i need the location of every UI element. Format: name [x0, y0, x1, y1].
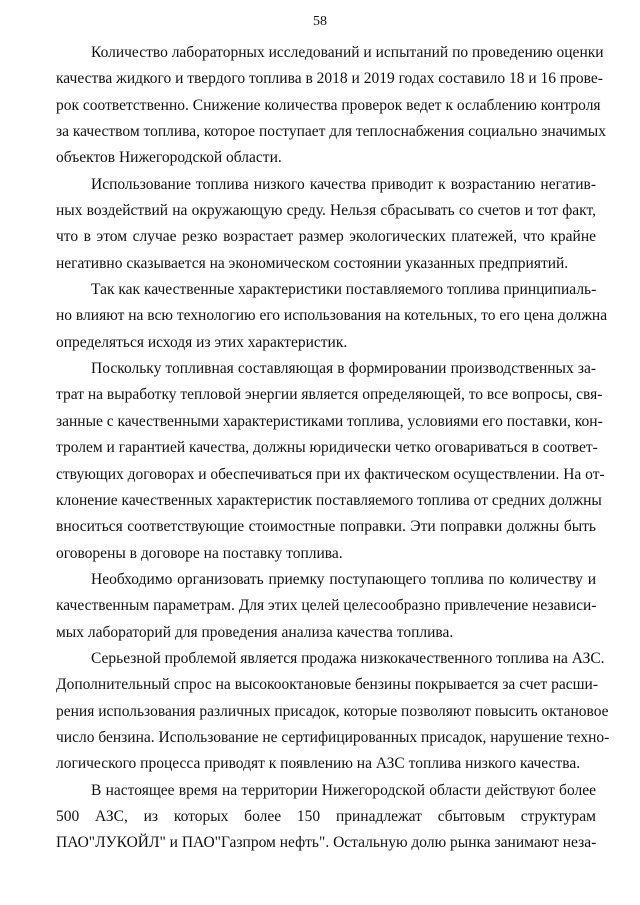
text-line: ных воздействий на окружающую среду. Нельзя сбрасывать со счетов и тот факт, — [56, 202, 596, 220]
text-line: Количество лабораторных исследований и испытаний по проведению оценки — [91, 44, 604, 61]
text-line: логического процесса приводят к появлению на АЗС топлива низкого качества. — [56, 755, 581, 773]
text-line: что в этом случае резко возрастает размер экологических платежей, что крайне — [56, 228, 596, 246]
text-line: Использование топлива низкого качества приводит к возрастанию негатив- — [91, 175, 596, 193]
text-line: Необходимо организовать приемку поступающего топлива по количеству и — [91, 570, 596, 588]
text-line: объектов Нижегородской области. — [56, 149, 282, 167]
paragraph — [56, 277, 608, 356]
text-line: трат на выработку тепловой энергии является определяющей, то все вопросы, свя- — [56, 386, 603, 404]
text-line: Дополнительный спрос на высокооктановые бензины покрывается за счет расши- — [56, 676, 598, 694]
text-line: вноситься соответствующие стоимостные поправки. Эти поправки должны быть — [56, 518, 596, 536]
text-line: рок соответственно. Снижение количества проверок ведет к ослаблению контроля — [56, 96, 601, 114]
text-line: ПАО"ЛУКОЙЛ" и ПАО"Газпром нефть". Остальную долю рынка занимают неза- — [56, 834, 597, 852]
text-line: оговорены в договоре на поставку топлива. — [56, 544, 343, 562]
text-line: тролем и гарантией качества, должны юридически четко оговариваться в соответ- — [56, 439, 598, 457]
paragraph — [56, 646, 610, 778]
paragraph — [56, 356, 605, 567]
text-line: определяться исходя из этих характеристик. — [56, 333, 348, 351]
text-line: 500 АЗС, из которых более 150 принадлежат сбытовым структурам — [56, 807, 596, 825]
paragraph — [56, 778, 596, 857]
text-line: рения использования различных присадок, которые позволяют повысить октановое — [56, 702, 609, 720]
text-line: негативно сказывается на экономическом состоянии указанных предприятий. — [56, 254, 569, 272]
text-line: В настоящее время на территории Нижегородской области действуют более — [91, 781, 596, 799]
paragraph — [56, 567, 596, 646]
page-number: 58 — [313, 14, 327, 29]
text-line: за качеством топлива, которое поступает для теплоснабжения социально значимых — [56, 123, 606, 141]
text-line: Поскольку топливная составляющая в формировании производственных за- — [91, 360, 596, 378]
text-line: Так как качественные характеристики поставляемого топлива принципиаль- — [91, 281, 597, 299]
text-line: клонение качественных характеристик поставляемого топлива от средних должны — [56, 491, 602, 509]
body-text — [56, 40, 610, 857]
text-line: качества жидкого и твердого топлива в 2018 и 2019 годах составило 18 и 16 прове- — [56, 70, 603, 88]
text-line: число бензина. Использование не сертифицированных присадок, нарушение техно- — [56, 728, 610, 746]
paragraph — [56, 172, 596, 277]
text-line: мых лабораторий для проведения анализа качества топлива. — [56, 623, 454, 641]
paragraph — [56, 40, 606, 172]
text-line: но влияют на всю технологию его использования на котельных, то его цена должна — [56, 307, 608, 325]
text-line: ствующих договорах и обеспечиваться при их фактическом осуществлении. На от- — [56, 465, 605, 483]
text-line: Серьезной проблемой является продажа низкокачественного топлива на АЗС. — [91, 649, 605, 667]
text-line: качественным параметрам. Для этих целей целесообразно привлечение независи- — [56, 597, 597, 615]
text-line: занные с качественными характеристиками топлива, условиями его поставки, кон- — [56, 412, 603, 430]
